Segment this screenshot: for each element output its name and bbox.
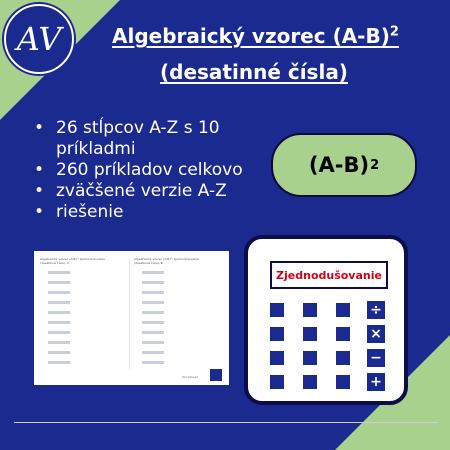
feature-list [34,118,264,223]
calculator-key [270,351,284,365]
worksheet-column-left [40,257,125,371]
calculator-illustration [244,235,408,405]
calculator-key [336,327,350,341]
page-subtitle: (desatinné čísla) [160,60,348,84]
worksheet-exercise-lines [40,271,125,364]
worksheet-header: (desatinné čísla), A [40,261,69,265]
calculator-key [270,327,284,341]
calculator-key [336,303,350,317]
logo [4,4,74,74]
worksheet-preview [34,251,229,385]
worksheet-exercise-lines [134,271,219,364]
calculator-key [303,351,317,365]
feature-item: • 26 stĺpcov A-Z s 10 príkladmi [34,118,264,160]
feature-item: • riešenie [34,202,264,223]
divide-key: ÷ [367,301,385,319]
minus-key: − [367,349,385,367]
page-title [112,24,399,48]
worksheet-divider [129,259,130,369]
calculator-key [303,303,317,317]
worksheet-header: Algebraický vzorec (A-B)², zjednodušovanie [134,257,200,261]
worksheet-header: (desatinné čísla), B [134,261,163,265]
logo-text: AV [16,20,62,58]
worksheet-column-right [134,257,219,371]
calculator-key [336,375,350,389]
calculator-key [303,327,317,341]
calculator-icon [210,369,222,381]
calculator-display: Zjednodušovanie [270,261,388,289]
badge-text: (A-B) [308,153,370,177]
divider [14,422,438,423]
calculator-key [303,375,317,389]
calculator-key [270,375,284,389]
feature-item: • zväčšené verzie A-Z [34,181,264,202]
worksheet-footer: Worksheet [182,375,198,379]
calculator-key [336,351,350,365]
calculator-key [270,303,284,317]
feature-item: • 260 príkladov celkovo [34,160,264,181]
multiply-key: × [367,325,385,343]
plus-key: + [367,373,385,391]
formula-badge [271,133,417,197]
title-line-1: Algebraický vzorec (A-B) [112,24,390,48]
worksheet-header: Algebraický vzorec (A-B)², zjednodušovanie [40,257,106,261]
badge-superscript: 2 [370,157,380,173]
title-superscript: 2 [389,24,399,40]
